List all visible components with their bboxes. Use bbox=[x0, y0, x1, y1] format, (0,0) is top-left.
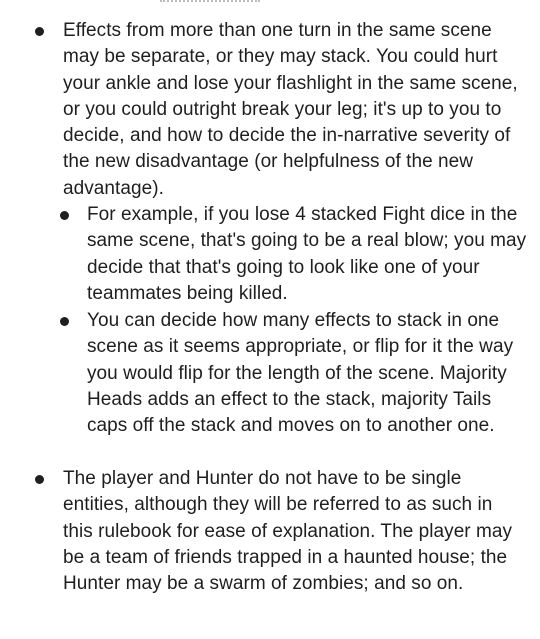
bullet-marker bbox=[35, 27, 44, 36]
cut-off-text-remnant bbox=[160, 0, 260, 5]
sub-bullet-marker bbox=[60, 211, 69, 220]
bullet-item-effects-stacking: Effects from more than one turn in the same scene may be separate, or they may stack. You could hurt your ankle and lose your flashlight in the same scene, or you could outright break your leg; it's up to you to decide, and how to decide the in-narrative severity of the new disadvantage (or helpfulness of the new advantage). bbox=[63, 20, 518, 199]
bullet-marker bbox=[35, 475, 44, 484]
sub-bullet-item-stack-decision: You can decide how many effects to stack in one scene as it seems appropriate, or flip for it the way you would flip for the length of the scene. Majority Heads adds an effect to the stack, majority Tails caps off the stack and moves on to another one. bbox=[87, 310, 514, 437]
bullet-item-player-hunter-entities: The player and Hunter do not have to be single entities, although they will be referred to as such in this rulebook for ease of explanation. The player may be a team of friends trapped in a haunted house; the Hunter may be a swarm of zombies; and so on. bbox=[63, 468, 513, 595]
sub-bullet-marker bbox=[60, 317, 69, 326]
sub-bullet-item-example: For example, if you lose 4 stacked Fight dice in the same scene, that's going to be a real blow; you may decide that that's going to look like one of your teammates being killed. bbox=[87, 204, 527, 304]
